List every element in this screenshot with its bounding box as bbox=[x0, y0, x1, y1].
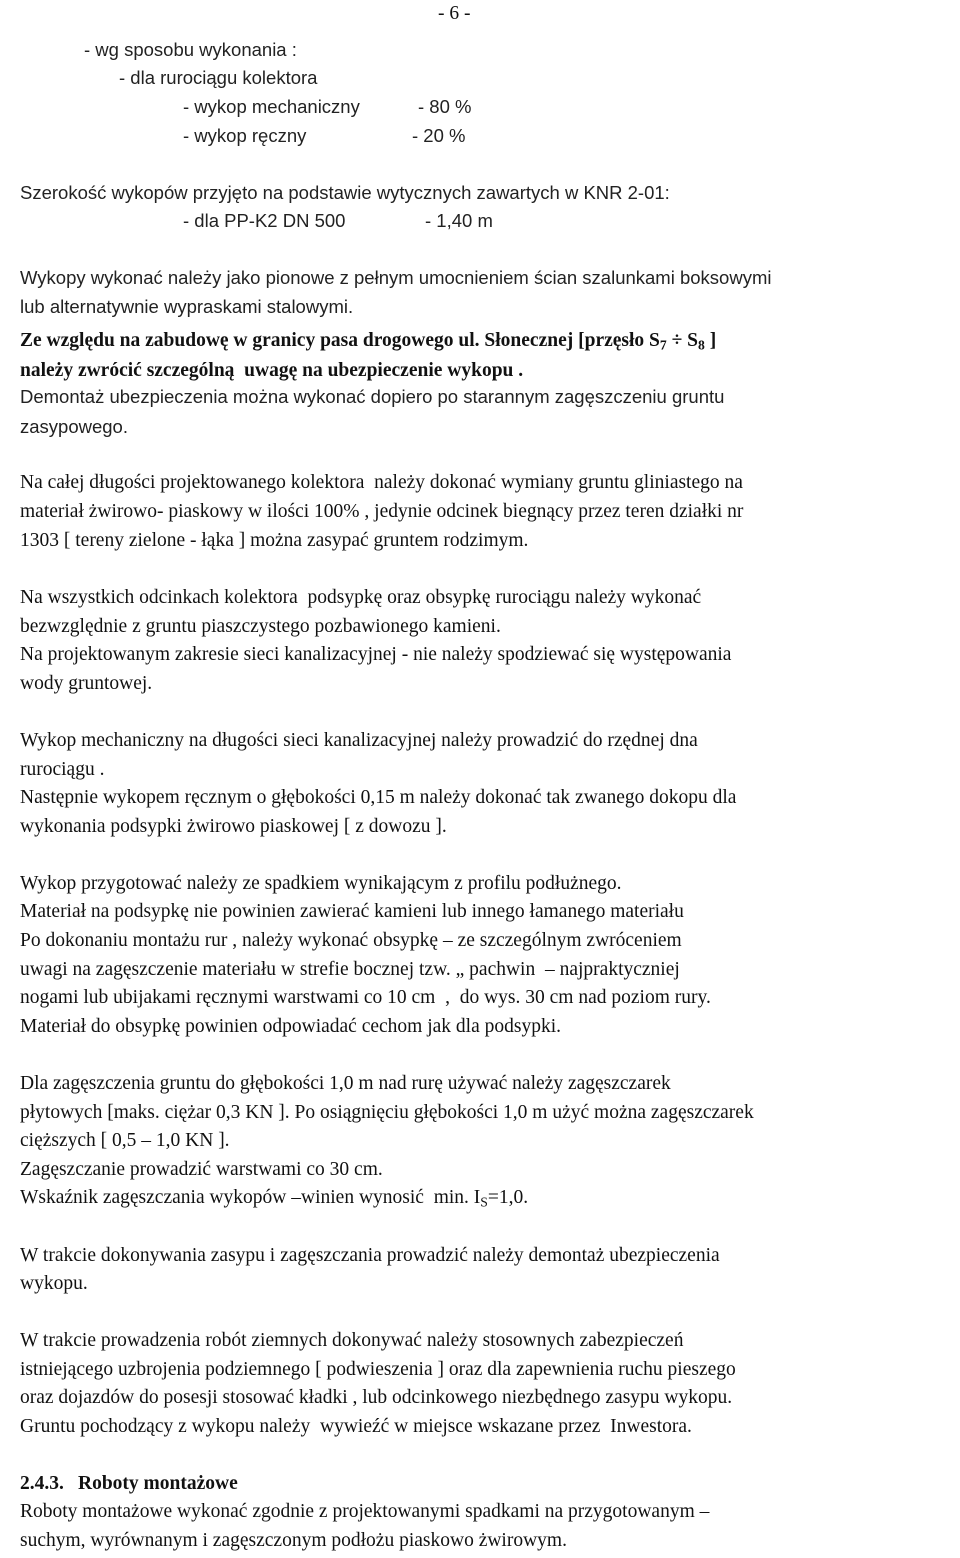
soil-line-3: 1303 [ tereny zielone - łąka ] można zasypać gruntem rodzimym. bbox=[20, 530, 529, 551]
width-value: - 1,40 m bbox=[425, 210, 493, 231]
width-pipe: - dla PP-K2 DN 500 bbox=[183, 210, 346, 231]
protect-line-4: Gruntu pochodzący z wykopu należy wywieźć w miejsce wskazane przez Inwestora. bbox=[20, 1416, 692, 1437]
mech-line-1: Wykop mechaniczny na długości sieci kanalizacyjnej należy prowadzić do rzędnej dna bbox=[20, 730, 698, 751]
dismantle-line-1: Demontaż ubezpieczenia można wykonać dopiero po starannym zagęszczeniu gruntu bbox=[20, 386, 725, 407]
compact-line-3: cięższych [ 0,5 – 1,0 KN ]. bbox=[20, 1130, 230, 1151]
mech-line-3: Następnie wykopem ręcznym o głębokości 0,15 m należy dokonać tak zwanego dokopu dla bbox=[20, 787, 737, 808]
protect-line-3: oraz dojazdów do posesji stosować kładki , lub odcinkowego niezbędnego zasypu wykopu. bbox=[20, 1387, 733, 1408]
section-line-1: Roboty montażowe wykonać zgodnie z projektowanymi spadkami na przygotowanym – bbox=[20, 1501, 710, 1522]
backfill-line-2: wykopu. bbox=[20, 1273, 88, 1294]
mech-line-2: rurociągu . bbox=[20, 759, 105, 780]
width-text: Szerokość wykopów przyjęto na podstawie wytycznych zawartych w KNR 2-01: bbox=[20, 182, 670, 203]
mech-line-4: wykonania podsypki żwirowo piaskowej [ z dowozu ]. bbox=[20, 816, 447, 837]
method-heading: - wg sposobu wykonania : bbox=[84, 39, 297, 60]
shoring-line-2: lub alternatywnie wypraskami stalowymi. bbox=[20, 296, 354, 317]
slope-line-6: Materiał do obsypkę powinien odpowiadać cechom jak dla podsypki. bbox=[20, 1016, 561, 1037]
bedding-line-3: Na projektowanym zakresie sieci kanalizacyjnej - nie należy spodziewać się występowania bbox=[20, 644, 732, 665]
protect-line-1: W trakcie prowadzenia robót ziemnych dokonywać należy stosownych zabezpieczeń bbox=[20, 1330, 684, 1351]
compact-line-5: Wskaźnik zagęszczania wykopów –winien wynosić min. $I_S=1,0$. bbox=[20, 1187, 529, 1210]
bedding-line-1: Na wszystkich odcinkach kolektora podsypkę oraz obsypkę rurociągu należy wykonać bbox=[20, 587, 702, 608]
compact-line-4: Zagęszczanie prowadzić warstwami co 30 cm. bbox=[20, 1159, 383, 1180]
slope-line-5: nogami lub ubijakami ręcznymi warstwami co 10 cm , do wys. 30 cm nad poziom rury. bbox=[20, 987, 711, 1008]
method-mech-percent: - 80 % bbox=[418, 96, 472, 117]
bold-note-line-1: Ze względu na zabudowę w granicy pasa drogowego ul. Słonecznej [przęsło $S_7 \div S_8$ ] bbox=[20, 330, 717, 353]
method-collector: - dla rurociągu kolektora bbox=[119, 67, 318, 88]
protect-line-2: istniejącego uzbrojenia podziemnego [ podwieszenia ] oraz dla zapewnienia ruchu pieszego bbox=[20, 1359, 736, 1380]
section-title: Roboty montażowe bbox=[78, 1473, 238, 1494]
compact-line-2: płytowych [maks. ciężar 0,3 KN ]. Po osiągnięciu głębokości 1,0 m użyć można zagęszczarek bbox=[20, 1102, 754, 1123]
slope-line-1: Wykop przygotować należy ze spadkiem wynikającym z profilu podłużnego. bbox=[20, 873, 622, 894]
page-number: - 6 - bbox=[438, 3, 471, 24]
shoring-line-1: Wykopy wykonać należy jako pionowe z pełnym umocnieniem ścian szalunkami boksowymi bbox=[20, 267, 772, 288]
method-mech-label: - wykop mechaniczny bbox=[183, 96, 360, 117]
soil-line-1: Na całej długości projektowanego kolektora należy dokonać wymiany gruntu gliniastego na bbox=[20, 472, 743, 493]
dismantle-line-2: zasypowego. bbox=[20, 416, 128, 437]
bedding-line-2: bezwzględnie z gruntu piaszczystego pozbawionego kamieni. bbox=[20, 616, 501, 637]
slope-line-2: Materiał na podsypkę nie powinien zawierać kamieni lub innego łamanego materiału bbox=[20, 901, 684, 922]
slope-line-3: Po dokonaniu montażu rur , należy wykonać obsypkę – ze szczególnym zwróceniem bbox=[20, 930, 682, 951]
method-manual-percent: - 20 % bbox=[412, 125, 466, 146]
bold-note-line-2: należy zwrócić szczególną uwagę na ubezpieczenie wykopu . bbox=[20, 360, 524, 381]
section-number: 2.4.3. bbox=[20, 1473, 64, 1494]
method-manual-label: - wykop ręczny bbox=[183, 125, 307, 146]
backfill-line-1: W trakcie dokonywania zasypu i zagęszczania prowadzić należy demontaż ubezpieczenia bbox=[20, 1245, 720, 1266]
slope-line-4: uwagi na zagęszczenie materiału w strefie bocznej tzw. „ pachwin – najpraktyczniej bbox=[20, 959, 680, 980]
compact-line-1: Dla zagęszczenia gruntu do głębokości 1,0 m nad rurę używać należy zagęszczarek bbox=[20, 1073, 671, 1094]
soil-line-2: materiał żwirowo- piaskowy w ilości 100% , jedynie odcinek biegnący przez teren działki nr bbox=[20, 501, 744, 522]
section-line-2: suchym, wyrównanym i zagęszczonym podłożu piaskowo żwirowym. bbox=[20, 1530, 567, 1551]
bedding-line-4: wody gruntowej. bbox=[20, 673, 153, 694]
